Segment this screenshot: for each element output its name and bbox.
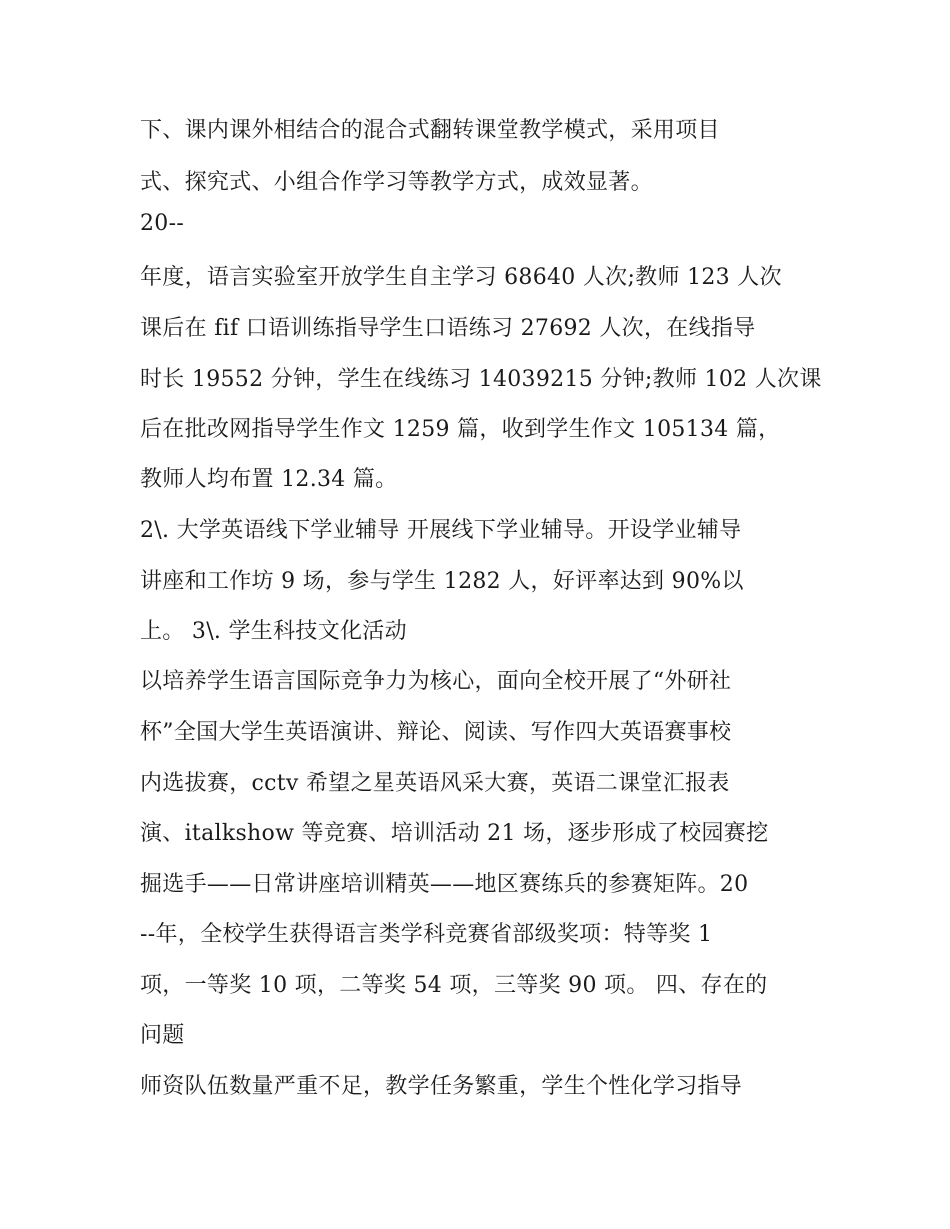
text-line: 上。 3\. 学生科技文化活动 bbox=[140, 619, 407, 644]
text-line: 演、italkshow 等竞赛、培训活动 21 场，逐步形成了校园赛挖 bbox=[140, 821, 769, 846]
text-line: 时长 19552 分钟，学生在线练习 14039215 分钟;教师 102 人次课 bbox=[140, 367, 822, 392]
text-line: 以培养学生语言国际竞争力为核心，面向全校开展了“外研社 bbox=[140, 669, 732, 694]
text-line: 杯”全国大学生英语演讲、辩论、阅读、写作四大英语赛事校 bbox=[140, 720, 732, 745]
text-line: --年，全校学生获得语言类学科竞赛省部级奖项：特等奖 1 bbox=[140, 922, 713, 947]
text-line: 20-- bbox=[140, 211, 185, 236]
text-line: 式、探究式、小组合作学习等教学方式，成效显著。 bbox=[140, 170, 653, 195]
text-line: 年度，语言实验室开放学生自主学习 68640 人次;教师 123 人次 bbox=[140, 265, 782, 290]
text-line: 2\. 大学英语线下学业辅导 开展线下学业辅导。开设学业辅导 bbox=[140, 518, 742, 543]
text-line: 教师人均布置 12.34 篇。 bbox=[140, 467, 398, 492]
text-line: 项，一等奖 10 项，二等奖 54 项，三等奖 90 项。 四、存在的 bbox=[140, 973, 768, 998]
text-line: 下、课内课外相结合的混合式翻转课堂教学模式，采用项目 bbox=[140, 118, 720, 143]
text-line: 课后在 fif 口语训练指导学生口语练习 27692 人次，在线指导 bbox=[140, 316, 756, 341]
text-line: 内选拔赛，cctv 希望之星英语风采大赛，英语二课堂汇报表 bbox=[140, 771, 730, 796]
text-line: 讲座和工作坊 9 场，参与学生 1282 人，好评率达到 90%以 bbox=[140, 569, 744, 594]
text-line: 掘选手——日常讲座培训精英——地区赛练兵的参赛矩阵。20 bbox=[140, 872, 749, 897]
text-line: 问题 bbox=[140, 1023, 185, 1048]
text-line: 后在批改网指导学生作文 1259 篇，收到学生作文 105134 篇， bbox=[140, 417, 781, 442]
text-line: 师资队伍数量严重不足，教学任务繁重，学生个性化学习指导 bbox=[140, 1074, 743, 1099]
